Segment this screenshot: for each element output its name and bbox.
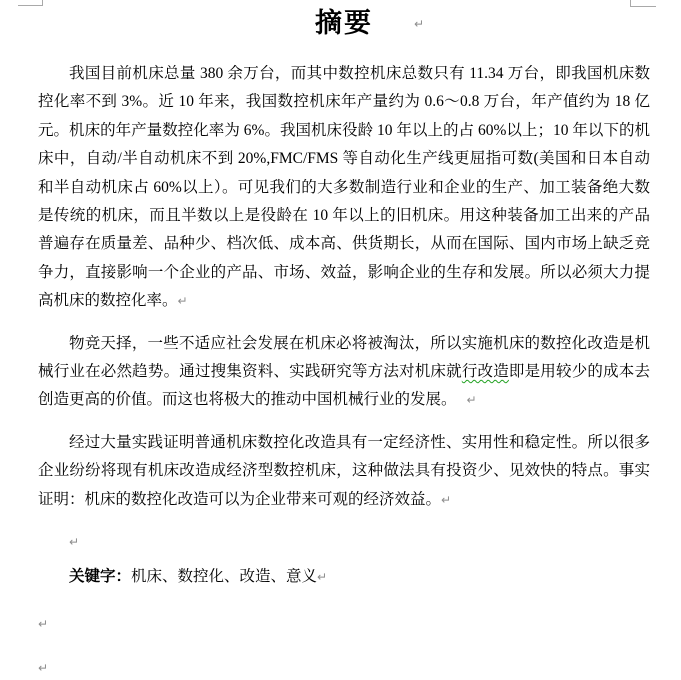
document-content	[38, 5, 650, 680]
keywords-text: 机床、数控化、改造、意义	[131, 567, 318, 585]
empty-paragraph[interactable]	[38, 610, 650, 638]
grammar-squiggle-text: 行改造	[461, 363, 509, 381]
abstract-paragraph-1[interactable]	[38, 60, 650, 316]
paragraph-mark-icon: ↵	[177, 294, 188, 309]
title-line	[38, 5, 650, 41]
paragraph-3-text: 经过大量实践证明普通机床数控化改造具有一定经济性、实用性和稳定性。所以很多企业纷纷将现有机床改造成经济型数控机床，这种做法具有投资少、见效快的特点。事实证明：机床的数控化改造可以为企业带来可观的经济效益。	[38, 433, 650, 508]
paragraph-mark-icon: ↵	[69, 535, 80, 550]
paragraph-mark-icon: ↵	[466, 393, 477, 408]
keywords-line[interactable]	[38, 563, 650, 591]
abstract-paragraph-2[interactable]	[38, 330, 650, 415]
paragraph-mark-icon: ↵	[38, 661, 49, 676]
paragraph-2-text-post: 即是用较少的成本去创造更高的价值。而这也将极大的推动中国机械行业的发展。	[38, 363, 650, 409]
empty-paragraph[interactable]	[38, 654, 650, 680]
paragraph-1-text: 我国目前机床总量 380 余万台，而其中数控机床总数只有 11.34 万台，即我国机床数控化率不到 3%。近 10 年来，我国数控机床年产量约为 0.6～0.8 万台，年产值约为 18 亿元。机床的年产量数控化率为 6%。我国机床役龄 10 年以上的占 60%以上；10 年以下的机床中，自动/半自动机床不到 20%,FMC/FMS 等自动化生产线更屈指可数(美国和日本自动和半自动机床占 60%以上）。可见我们的大多数制造行业和企业的生产、加工装备绝大数是传统的机床，而且半数以上是役龄在 10 年以上的旧机床。用这种装备加工出来的产品普遍存在质量差、品种少、档次低、成本高、供货期长，从而在国际、国内市场上缺乏竞争力，直接影响一个企业的产品、市场、效益，影响企业的生存和发展。所以必须大力提高机床的数控化率。	[38, 65, 650, 310]
paragraph-mark-icon: ↵	[38, 616, 49, 631]
paragraph-mark-icon: ↵	[414, 17, 425, 31]
keywords-label: 关键字：	[69, 567, 132, 585]
paragraph-2-text-pre: 物竞天择，一些不适应社会发展在机床必将被淘汰，所以实施机床的数控化改造是机械行业在必然趋势。通过搜集资料、实践研究等方法对机床就	[38, 334, 650, 381]
empty-paragraph[interactable]	[38, 528, 650, 556]
page-title: 摘要	[315, 8, 373, 38]
paragraph-mark-icon: ↵	[441, 492, 452, 507]
abstract-paragraph-3[interactable]	[38, 429, 650, 514]
paragraph-mark-icon: ↵	[317, 569, 328, 584]
